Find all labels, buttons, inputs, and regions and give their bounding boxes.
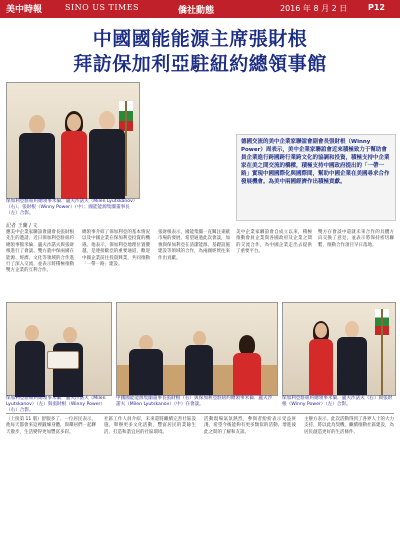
headline-line-2: 拜訪保加利亞駐紐約總領事館	[73, 53, 327, 75]
photo-couple	[282, 302, 396, 396]
bottom-article-column-3: 活動現場氣氛熱烈，參與者紛紛表示受益匪淺，希望今後能夠有更多類似的活動，增進彼此之間的了解和友誼。	[204, 417, 296, 435]
article-column-5: 雙方在會談中還就未來合作的具體方向交換了意見，並表示將保持密切聯繫，推動合作項目早日落地。	[318, 230, 394, 248]
article-column-4: 美中企業家聯誼會自成立以來，積極推動會員企業與各國政府及企業之間的交流合作，為中國企業走出去提供了重要平台。	[236, 230, 312, 255]
bottom-article-column-2: 社區工作人員介紹，未來還將繼續完善社區設施，舉辦更多文化活動，豐富居民的業餘生活，打造和諧宜居的社區環境。	[104, 417, 196, 435]
article-column-3: 張財根表示，國能集團一直關注東歐市場的發展，希望通過此次會談，加強與保加利亞在清潔能源、基礎設施建設等領域的合作，為兩國經貿往來作出貢獻。	[158, 230, 230, 261]
newspaper-logo: 美中時報	[6, 5, 43, 15]
section-title: 僑社動態	[178, 6, 215, 16]
article-column-2: 總領事介紹了保加利亞的基本情況以及中國企業在保加利亞投資的機遇。他表示，保加利亞地理位置優越，是連接歐亞的重要通道，歡迎中國企業前往投資興業，共同推動「一帶一路」建設。	[82, 230, 150, 268]
top-photo-caption: 保加利亞駐紐約總領事米倫．盧夫沙諾夫（Milen Lyutskanov）（右）、張財根（Winny Power）（中）；國能能源集團董事長（左）合影。	[6, 199, 138, 216]
article-column-1: 應美中企業家聯誼會副會長張財根先生的邀請，近日保加利亞駐紐約總領事館米倫．盧夫沙諾夫與張財根進行了會談。雙方就中保兩國在能源、經濟、文化等領域的合作進行了深入交流，並表示將積極推動雙方企業的互利合作。	[6, 230, 74, 274]
page-number: P12	[368, 3, 385, 12]
headline-line-1: 中國國能能源主席張財根	[92, 28, 308, 50]
issue-date: 2016 年 8 月 2 日	[280, 4, 348, 13]
photo-handshake-caption: 保加利亞駐紐約總領事米倫．盧夫沙諾夫（Milen Lyutskanov）（左）與張財根（Winny Power）（右）合影。	[6, 396, 106, 413]
bottom-article-column-4: 主辦方表示，此次活動得到了各界人士的大力支持，將以此為契機，繼續推動社區建設，為居民創造更好的生活條件。	[304, 417, 394, 435]
photo-meeting-caption: 中國國能能源集團董事長張財根（右）與保加利亞駐紐約總領事米倫．盧夫沙諾夫（Milen Lyutskanov）（中）在會談。	[116, 396, 273, 407]
intro-box	[236, 134, 396, 221]
photo-couple-caption: 保加利亞駐紐約總領事米倫．盧夫沙諾夫（右）與張財根（Winny Power）（左）合影。	[282, 396, 393, 407]
photo-meeting	[116, 302, 278, 396]
section-divider	[6, 413, 394, 414]
byline: 記者 王蘭 / 文	[6, 223, 38, 229]
gift-painting	[47, 351, 79, 369]
newspaper-name-en: SINO US TIMES	[65, 3, 140, 12]
intro-text: 德國交流的美中企業家聯誼會副會長張財根（Winny Power）周表示，美中企業家聯誼會近來積極致力于幫助會員企業進行跨國跨行業跨文化的協調和投資，積極支持中企業家在美之間交流的橋樑，積極支持中國政府提出的「一帶一路」實現中國國際化與國際間，幫助中國企業在美國尋求合作發展機會。為美中兩國經濟作出積極貢獻。	[241, 139, 390, 185]
top-photo	[6, 82, 140, 199]
photo-handshake	[6, 302, 112, 396]
bottom-article-column-1: （上接第 11 版）舒服多了。一位居民表示，他每天都會來這裡鍛煉身體，與鄰居們一起聊天散步，生活變得更加豐富多彩。	[6, 417, 96, 435]
